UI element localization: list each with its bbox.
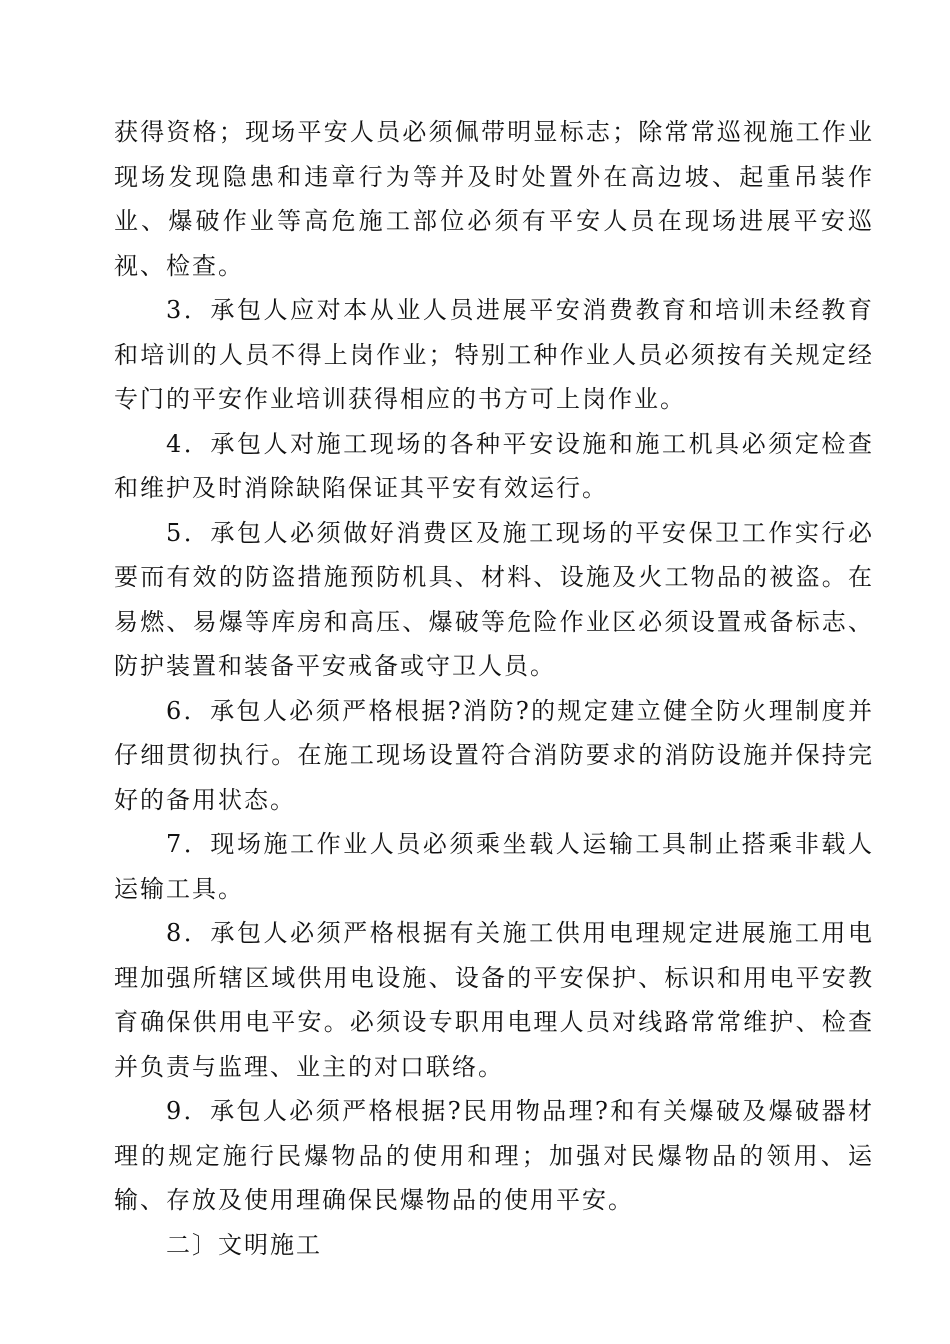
paragraph-item-6: 6．承包人必须严格根据?消防?的规定建立健全防火理制度并仔细贯彻执行。在施工现场设置符合消防要求的消防设施并保持完好的备用状态。 (114, 696, 874, 814)
document-body (114, 110, 874, 1267)
paragraph-continued: 获得资格；现场平安人员必须佩带明显标志；除常常巡视施工作业现场发现隐患和违章行为等并及时处置外在高边坡、起重吊装作业、爆破作业等高危施工部位必须有平安人员在现场进展平安巡视、检查。 (114, 118, 874, 280)
section-heading: 二〕文明施工 (166, 1230, 322, 1259)
paragraph-item-7: 7．现场施工作业人员必须乘坐载人运输工具制止搭乘非载人运输工具。 (114, 830, 874, 903)
paragraph-item-9: 9．承包人必须严格根据?民用物品理?和有关爆破及爆破器材理的规定施行民爆物品的使用和理；加强对民爆物品的领用、运输、存放及使用理确保民爆物品的使用平安。 (114, 1097, 874, 1214)
paragraph-item-4: 4．承包人对施工现场的各种平安设施和施工机具必须定检查和维护及时消除缺陷保证其平安有效运行。 (114, 429, 874, 502)
paragraph-item-5: 5．承包人必须做好消费区及施工现场的平安保卫工作实行必要而有效的防盗措施预防机具、材料、设施及火工物品的被盗。在易燃、易爆等库房和高压、爆破等危险作业区必须设置戒备标志、防护装置和装备平安戒备或守卫人员。 (114, 518, 874, 680)
paragraph-item-8: 8．承包人必须严格根据有关施工供用电理规定进展施工用电理加强所辖区域供用电设施、设备的平安保护、标识和用电平安教育确保供用电平安。必须设专职用电理人员对线路常常维护、检查并负责与监理、业主的对口联络。 (114, 919, 874, 1081)
paragraph-item-3: 3．承包人应对本从业人员进展平安消费教育和培训未经教育和培训的人员不得上岗作业；特别工种作业人员必须按有关规定经专门的平安作业培训获得相应的书方可上岗作业。 (114, 296, 874, 413)
